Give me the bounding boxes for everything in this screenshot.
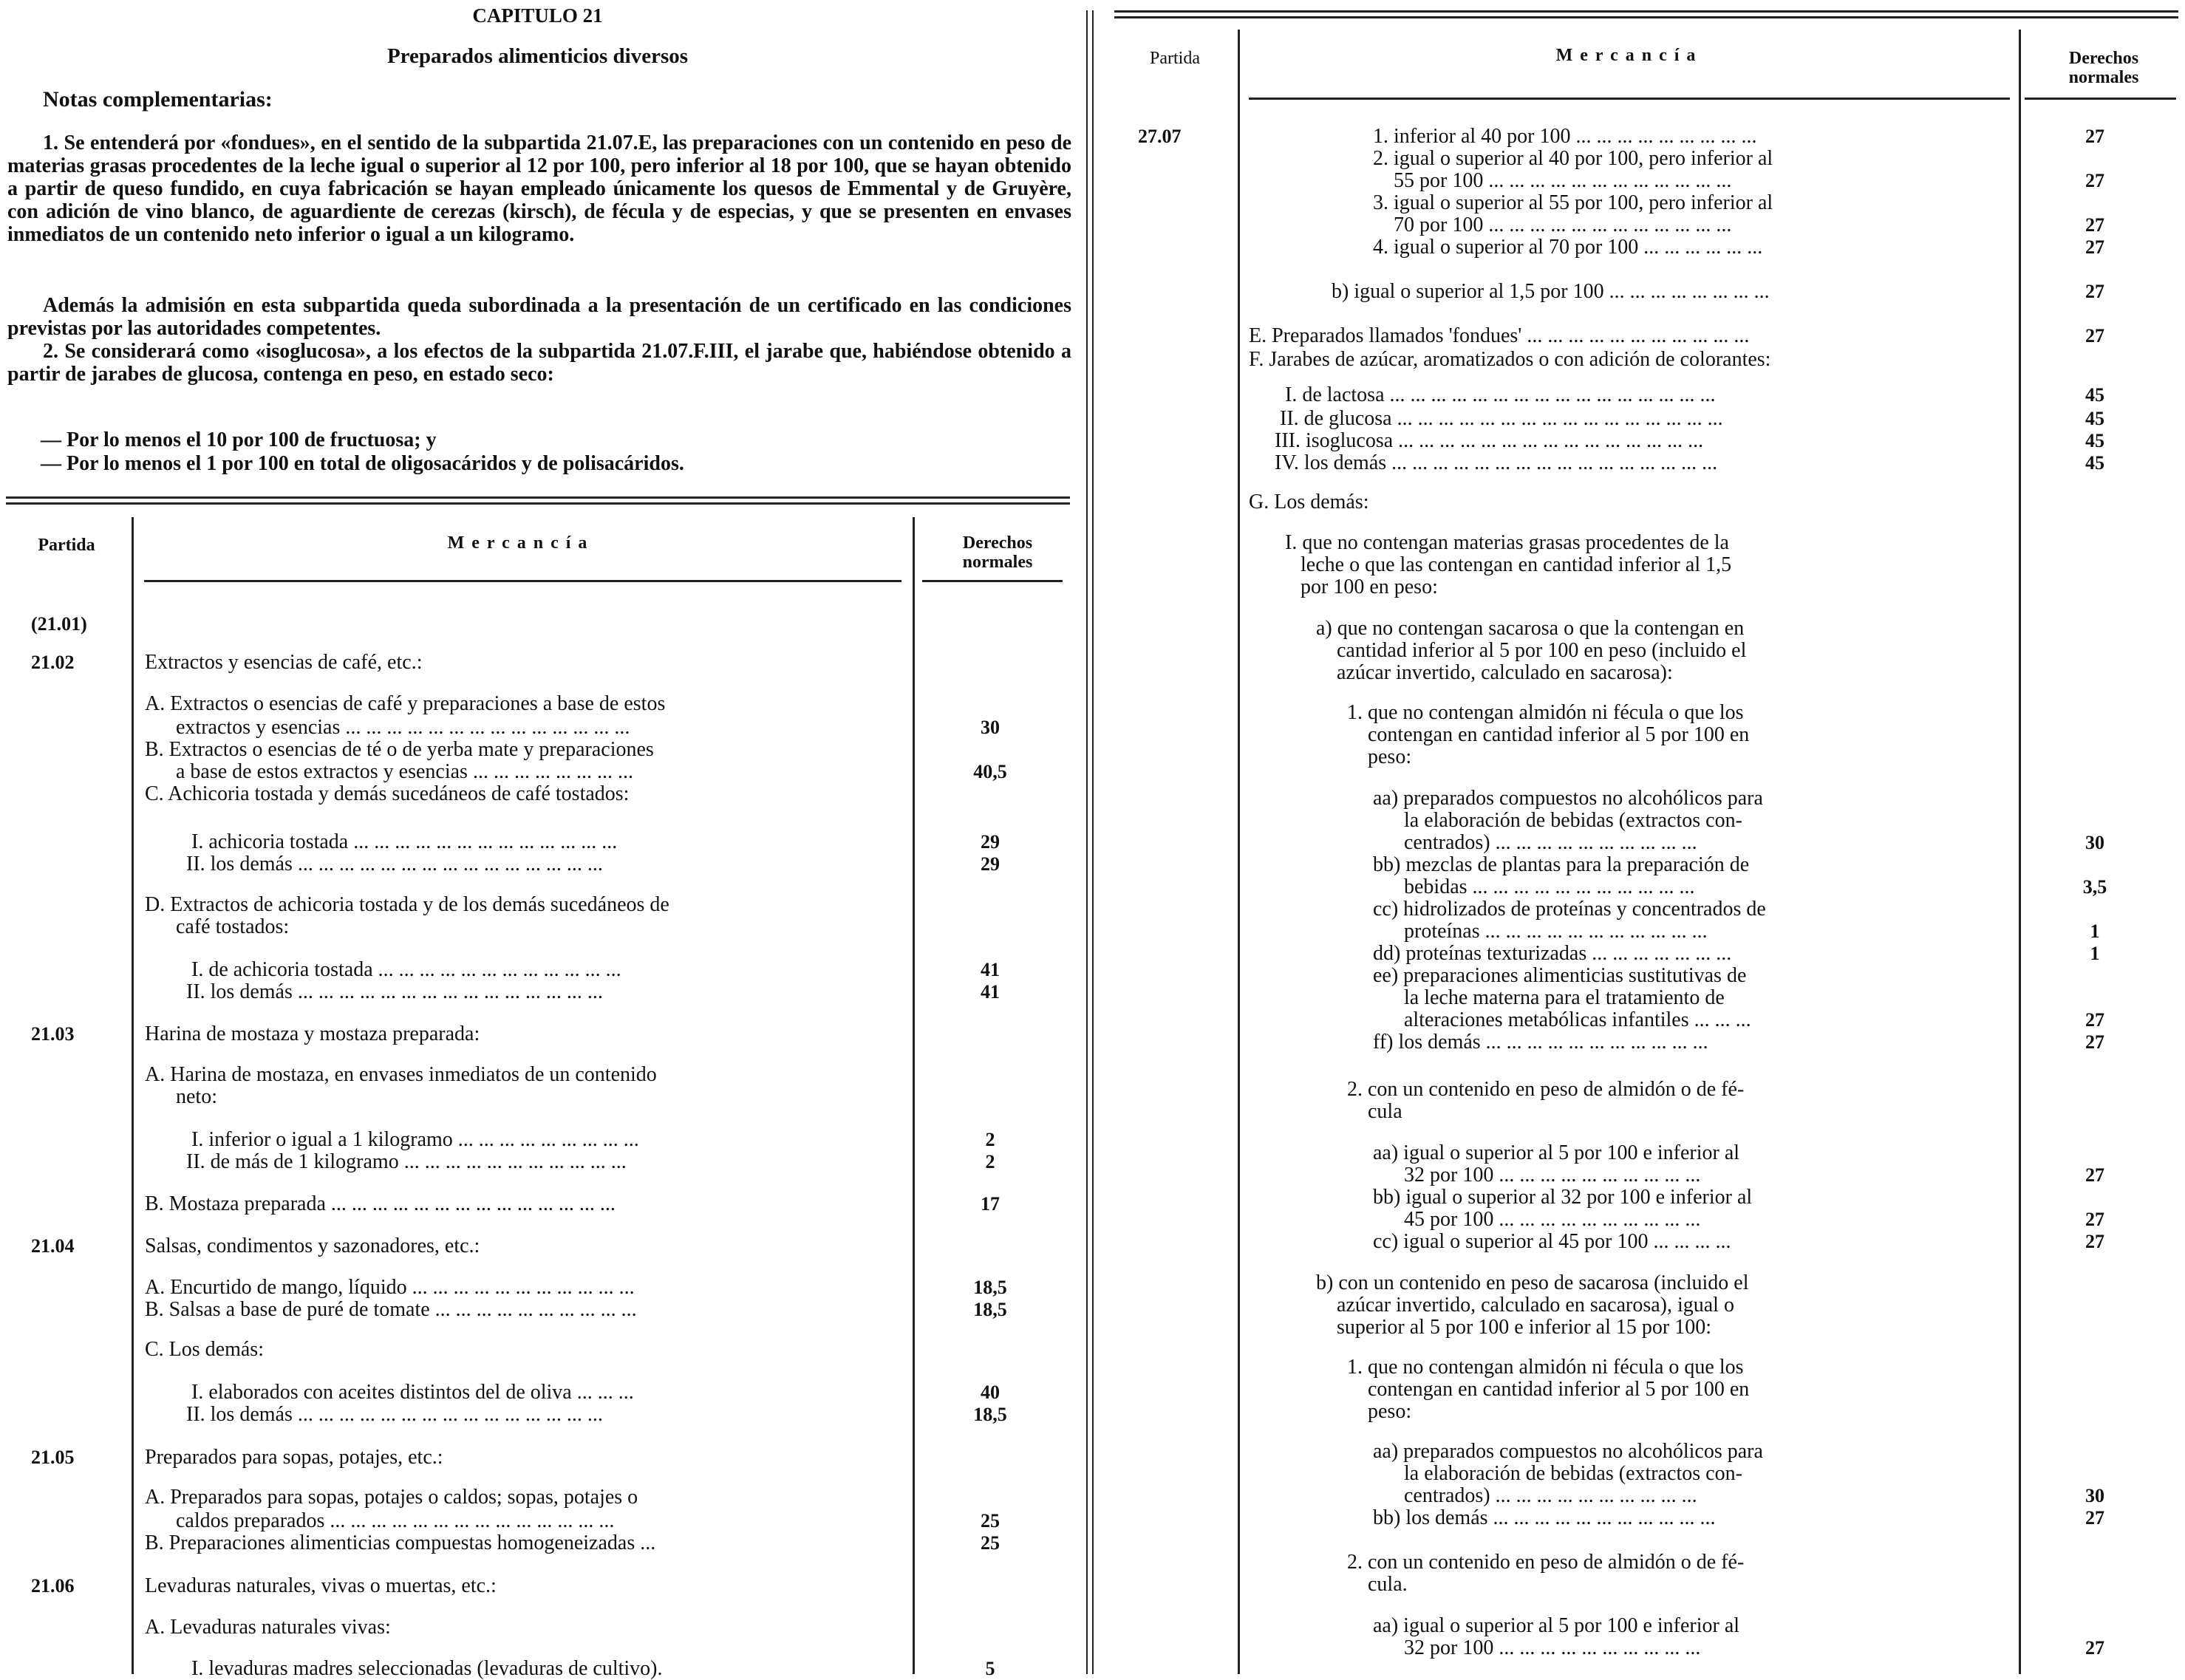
table-row-text: aa) preparados compuestos no alcohólicos para bbox=[1249, 787, 1763, 810]
table-row-text: 3. igual o superior al 55 por 100, pero inferior al bbox=[1249, 191, 1773, 214]
col-divider-right-1 bbox=[1238, 30, 1240, 1674]
table-row-text: II. de glucosa ... ... ... ... ... ... ... ... ... ... ... ... ... ... ... ... bbox=[1249, 407, 1723, 430]
duty-value: 27 bbox=[2085, 214, 2104, 236]
table-row-text: bb) igual o superior al 32 por 100 e inferior al bbox=[1249, 1186, 1753, 1209]
table-row-text: peso: bbox=[1249, 1400, 1412, 1423]
table-row-text: F. Jarabes de azúcar, aromatizados o con adición de colorantes: bbox=[1249, 348, 1771, 371]
table-row-text: a base de estos extractos y esencias ... ... ... ... ... ... ... ... bbox=[145, 760, 633, 783]
table-row-text: Extractos y esencias de café, etc.: bbox=[145, 651, 423, 674]
table-row-text: Preparados para sopas, potajes, etc.: bbox=[145, 1446, 443, 1469]
table-row-text: ff) los demás ... ... ... ... ... ... ... ... ... ... ... bbox=[1249, 1031, 1708, 1054]
table-row-text: centrados) ... ... ... ... ... ... ... ... ... ... bbox=[1249, 1484, 1697, 1507]
table-row-text: I. levaduras madres seleccionadas (levaduras de cultivo). bbox=[145, 1657, 663, 1680]
duty-value: 27 bbox=[2085, 126, 2104, 147]
table-row-text: cantidad inferior al 5 por 100 en peso (incluido el bbox=[1249, 639, 1747, 662]
header-partida-right: Partida bbox=[1150, 49, 1200, 68]
duty-value: 27 bbox=[2085, 1209, 2104, 1230]
duty-value: 27 bbox=[2085, 1164, 2104, 1186]
table-row-text: C. Los demás: bbox=[145, 1338, 264, 1361]
duty-value: 3,5 bbox=[2082, 876, 2107, 898]
table-row-text: cc) igual o superior al 45 por 100 ... ... ... ... bbox=[1249, 1230, 1731, 1253]
header-derechos-line2: normales bbox=[962, 553, 1033, 572]
table-row-text: superior al 5 por 100 e inferior al 15 por 100: bbox=[1249, 1316, 1711, 1339]
table-row-text: neto: bbox=[145, 1085, 217, 1108]
right-top-rule-2 bbox=[1114, 16, 2178, 18]
note-2: 2. Se considerará como «isoglucosa», a los efectos de la subpartida 21.07.F.III, el jarabe que, habiéndose obtenido a partir de jarabes de glucosa, contenga en peso, en estado seco: bbox=[7, 340, 1071, 386]
duty-value: 45 bbox=[2085, 408, 2104, 429]
col-divider-1 bbox=[132, 517, 134, 1674]
duty-value: 2 bbox=[985, 1129, 995, 1150]
duty-value: 1 bbox=[2090, 943, 2100, 964]
table-row-text: 2. con un contenido en peso de almidón o de fé- bbox=[1249, 1551, 1745, 1574]
table-row-text: cula bbox=[1249, 1100, 1402, 1123]
duty-value: 1 bbox=[2090, 921, 2100, 942]
table-row-text: cc) hidrolizados de proteínas y concentrados de bbox=[1249, 898, 1766, 921]
table-row-text: A. Preparados para sopas, potajes o caldos; sopas, potajes o bbox=[145, 1486, 638, 1509]
table-row-text: 2. con un contenido en peso de almidón o de fé- bbox=[1249, 1078, 1745, 1101]
duty-value: 41 bbox=[981, 981, 1000, 1003]
table-row-text: 1. que no contengan almidón ni fécula o que los bbox=[1249, 1356, 1744, 1379]
partida-number: 21.05 bbox=[31, 1447, 75, 1468]
duty-value: 45 bbox=[2085, 452, 2104, 474]
note-bullet-2: — Por lo menos el 1 por 100 en total de oligosacáridos y de polisacáridos. bbox=[41, 452, 684, 475]
table-row-text: bb) mezclas de plantas para la preparación de bbox=[1249, 853, 1750, 876]
page-gutter-rule-2 bbox=[1092, 10, 1094, 1674]
table-row-text: I. de lactosa ... ... ... ... ... ... ... ... ... ... ... ... ... ... ... ... bbox=[1249, 383, 1716, 406]
table-row-text: III. isoglucosa ... ... ... ... ... ... ... ... ... ... ... ... ... ... ... bbox=[1249, 429, 1704, 452]
header-derechos bbox=[931, 533, 1064, 572]
table-row-text: la elaboración de bebidas (extractos con- bbox=[1249, 809, 1742, 832]
header-partida: Partida bbox=[38, 536, 95, 555]
partida-number: 21.02 bbox=[31, 652, 75, 673]
table-row-text: B. Extractos o esencias de té o de yerba mate y preparaciones bbox=[145, 738, 654, 761]
duty-value: 27 bbox=[2085, 1009, 2104, 1031]
duty-value: 30 bbox=[981, 717, 1000, 738]
table-row-text: I. inferior o igual a 1 kilogramo ... ... ... ... ... ... ... ... ... bbox=[145, 1128, 639, 1151]
duty-value: 27 bbox=[2085, 170, 2104, 191]
duty-value: 30 bbox=[2085, 1485, 2104, 1506]
table-row-text: 55 por 100 ... ... ... ... ... ... ... ... ... ... ... ... bbox=[1249, 169, 1732, 192]
table-row-text: D. Extractos de achicoria tostada y de los demás sucedáneos de bbox=[145, 893, 669, 916]
table-row-text: b) igual o superior al 1,5 por 100 ... ... ... ... ... ... ... ... bbox=[1249, 280, 1770, 303]
table-row-text: A. Levaduras naturales vivas: bbox=[145, 1616, 391, 1639]
table-row-text: II. de más de 1 kilogramo ... ... ... ... ... ... ... ... ... ... ... bbox=[145, 1150, 627, 1173]
page-gutter-rule bbox=[1086, 10, 1088, 1674]
header-derechos-right-line1: Derechos bbox=[2068, 49, 2139, 68]
right-top-rule bbox=[1114, 10, 2178, 13]
table-row-text: 70 por 100 ... ... ... ... ... ... ... ... ... ... ... ... bbox=[1249, 214, 1732, 236]
duty-value: 41 bbox=[981, 959, 1000, 980]
partida-number: 21.04 bbox=[31, 1235, 75, 1257]
duty-value: 25 bbox=[981, 1532, 1000, 1554]
duty-value: 17 bbox=[981, 1193, 1000, 1215]
duty-value: 2 bbox=[985, 1151, 995, 1172]
table-row-text: aa) preparados compuestos no alcohólicos para bbox=[1249, 1440, 1763, 1463]
header-mercancia-right: Mercancía bbox=[1555, 46, 1703, 65]
table-row-text: aa) igual o superior al 5 por 100 e inferior al bbox=[1249, 1141, 1740, 1164]
chapter-heading: CAPITULO 21 bbox=[472, 4, 603, 27]
table-row-text: peso: bbox=[1249, 745, 1412, 768]
header-underline-duty-right bbox=[2025, 98, 2176, 100]
table-row-text: Salsas, condimentos y sazonadores, etc.: bbox=[145, 1235, 480, 1257]
duty-value: 40,5 bbox=[973, 761, 1007, 782]
chapter-title: Preparados alimenticios diversos bbox=[386, 44, 689, 68]
table-row-text: bb) los demás ... ... ... ... ... ... ... ... ... ... ... bbox=[1249, 1506, 1716, 1529]
table-row-text: azúcar invertido, calculado en sacarosa), igual o bbox=[1249, 1294, 1734, 1317]
table-row-text: E. Preparados llamados 'fondues' ... ... ... ... ... ... ... ... ... ... ... bbox=[1249, 324, 1750, 347]
table-row-text: bebidas ... ... ... ... ... ... ... ... ... ... ... bbox=[1249, 875, 1695, 898]
duty-value: 29 bbox=[981, 853, 1000, 875]
duty-value: 27 bbox=[2085, 1231, 2104, 1252]
duty-value: 27 bbox=[2085, 325, 2104, 346]
table-row-text: II. los demás ... ... ... ... ... ... ... ... ... ... ... ... ... ... ... bbox=[145, 1403, 603, 1426]
duty-value: 25 bbox=[981, 1510, 1000, 1532]
header-underline-right bbox=[1249, 98, 2010, 100]
note-bullet-1: — Por lo menos el 10 por 100 de fructuosa; y bbox=[41, 428, 437, 451]
table-row-text: extractos y esencias ... ... ... ... ... ... ... ... ... ... ... ... ... ... bbox=[145, 716, 630, 739]
table-row-text: contengan en cantidad inferior al 5 por 100 en bbox=[1249, 723, 1750, 746]
table-row-text: aa) igual o superior al 5 por 100 e inferior al bbox=[1249, 1614, 1740, 1637]
duty-value: 30 bbox=[2085, 832, 2104, 853]
duty-value: 18,5 bbox=[973, 1277, 1007, 1298]
table-row-text: 1. que no contengan almidón ni fécula o que los bbox=[1249, 701, 1744, 724]
table-row-text: 32 por 100 ... ... ... ... ... ... ... ... ... ... bbox=[1249, 1164, 1701, 1186]
duty-value: 27 bbox=[2085, 236, 2104, 258]
table-row-text: contengan en cantidad inferior al 5 por 100 en bbox=[1249, 1378, 1750, 1401]
partida-number: (21.01) bbox=[31, 613, 87, 635]
table-row-text: por 100 en peso: bbox=[1249, 576, 1438, 598]
duty-value: 5 bbox=[985, 1658, 995, 1679]
header-derechos-right bbox=[2034, 49, 2174, 87]
table-row-text: dd) proteínas texturizadas ... ... ... ... ... ... ... bbox=[1249, 942, 1732, 965]
header-derechos-right-line2: normales bbox=[2068, 68, 2139, 87]
note-1: 1. Se entenderá por «fondues», en el sentido de la subpartida 21.07.E, las preparaciones con un contenido en peso de materias grasas procedentes de la leche igual o superior al 12 por 100, pero inferior al 18 por 100, que se hayan obtenido a partir de queso fundido, en cuya fabricación se hayan empleado únicamente los quesos de Emmental y de Gruyère, con adición de vino blanco, de aguardiente de cerezas (kirsch), de fécula y de especias, y que se presenten en envases inmediatos de un contenido neto inferior o igual a un kilogramo. bbox=[7, 132, 1071, 246]
table-row-text: I. que no contengan materias grasas procedentes de la bbox=[1249, 531, 1729, 554]
table-row-text: Levaduras naturales, vivas o muertas, etc.: bbox=[145, 1574, 497, 1597]
table-top-rule-2 bbox=[6, 502, 1070, 505]
table-row-text: B. Mostaza preparada ... ... ... ... ... ... ... ... ... ... ... ... ... ... bbox=[145, 1192, 616, 1215]
duty-value: 45 bbox=[2085, 384, 2104, 406]
table-row-text: 2. igual o superior al 40 por 100, pero inferior al bbox=[1249, 147, 1773, 170]
table-row-text: I. elaborados con aceites distintos del de oliva ... ... ... bbox=[145, 1381, 634, 1404]
partida-number: 21.03 bbox=[31, 1023, 75, 1045]
table-row-text: cula. bbox=[1249, 1573, 1408, 1596]
table-row-text: 45 por 100 ... ... ... ... ... ... ... ... ... ... bbox=[1249, 1208, 1701, 1231]
table-row-text: C. Achicoria tostada y demás sucedáneos de café tostados: bbox=[145, 782, 630, 805]
duty-value: 27 bbox=[2085, 1637, 2104, 1659]
table-row-text: A. Harina de mostaza, en envases inmediatos de un contenido bbox=[145, 1063, 657, 1086]
table-row-text: alteraciones metabólicas infantiles ... ... ... bbox=[1249, 1008, 1751, 1031]
table-row-text: A. Encurtido de mango, líquido ... ... ... ... ... ... ... ... ... ... ... bbox=[145, 1276, 635, 1299]
table-top-rule bbox=[6, 496, 1070, 499]
table-row-text: a) que no contengan sacarosa o que la contengan en bbox=[1249, 617, 1745, 640]
header-underline-duty bbox=[922, 580, 1063, 582]
table-row-text: b) con un contenido en peso de sacarosa (incluido el bbox=[1249, 1271, 1749, 1294]
col-divider-2 bbox=[913, 517, 915, 1674]
table-row-text: la leche materna para el tratamiento de bbox=[1249, 986, 1725, 1009]
notes-heading: Notas complementarias: bbox=[43, 87, 273, 112]
table-row-text: I. de achicoria tostada ... ... ... ... ... ... ... ... ... ... ... ... bbox=[145, 958, 621, 981]
partida-number: 21.06 bbox=[31, 1575, 75, 1597]
table-row-text: centrados) ... ... ... ... ... ... ... ... ... ... bbox=[1249, 831, 1697, 854]
table-row-text: B. Preparaciones alimenticias compuestas homogeneizadas ... bbox=[145, 1532, 656, 1554]
table-row-text: caldos preparados ... ... ... ... ... ... ... ... ... ... ... ... ... ... bbox=[145, 1509, 615, 1532]
note-1-continued: Además la admisión en esta subpartida queda subordinada a la presentación de un certificado en las condiciones previstas por las autoridades competentes. bbox=[7, 294, 1071, 340]
duty-value: 18,5 bbox=[973, 1404, 1007, 1425]
duty-value: 40 bbox=[981, 1382, 1000, 1403]
duty-value: 27 bbox=[2085, 281, 2104, 302]
duty-value: 27 bbox=[2085, 1031, 2104, 1053]
table-row-text: I. achicoria tostada ... ... ... ... ... ... ... ... ... ... ... ... ... bbox=[145, 830, 618, 853]
table-row-text: IV. los demás ... ... ... ... ... ... ... ... ... ... ... ... ... ... ... ... bbox=[1249, 451, 1718, 474]
header-derechos-line1: Derechos bbox=[962, 533, 1033, 553]
table-row-text: G. Los demás: bbox=[1249, 491, 1369, 513]
table-row-text: 32 por 100 ... ... ... ... ... ... ... ... ... ... bbox=[1249, 1636, 1701, 1659]
table-row-text: II. los demás ... ... ... ... ... ... ... ... ... ... ... ... ... ... ... bbox=[145, 853, 603, 875]
table-row-text: B. Salsas a base de puré de tomate ... ... ... ... ... ... ... ... ... ... bbox=[145, 1298, 637, 1321]
partida-number: 27.07 bbox=[1138, 126, 1182, 147]
table-row-text: 1. inferior al 40 por 100 ... ... ... ... ... ... ... ... ... bbox=[1249, 125, 1757, 148]
table-row-text: ee) preparaciones alimenticias sustitutivas de bbox=[1249, 964, 1747, 987]
table-row-text: 4. igual o superior al 70 por 100 ... ... ... ... ... ... bbox=[1249, 236, 1763, 259]
table-row-text: II. los demás ... ... ... ... ... ... ... ... ... ... ... ... ... ... ... bbox=[145, 980, 603, 1003]
table-row-text: café tostados: bbox=[145, 915, 290, 938]
duty-value: 27 bbox=[2085, 1507, 2104, 1529]
table-row-text: leche o que las contengan en cantidad inferior al 1,5 bbox=[1249, 553, 1732, 576]
duty-value: 18,5 bbox=[973, 1299, 1007, 1320]
duty-value: 45 bbox=[2085, 430, 2104, 451]
table-row-text: A. Extractos o esencias de café y preparaciones a base de estos bbox=[145, 692, 666, 715]
header-mercancia: Mercancía bbox=[447, 533, 595, 553]
col-divider-right-2 bbox=[2019, 30, 2021, 1674]
duty-value: 29 bbox=[981, 831, 1000, 853]
header-underline bbox=[144, 580, 901, 582]
table-row-text: la elaboración de bebidas (extractos con- bbox=[1249, 1462, 1742, 1485]
table-row-text: proteínas ... ... ... ... ... ... ... ... ... ... ... bbox=[1249, 920, 1708, 943]
table-row-text: Harina de mostaza y mostaza preparada: bbox=[145, 1022, 480, 1045]
table-row-text: azúcar invertido, calculado en sacarosa): bbox=[1249, 661, 1673, 684]
